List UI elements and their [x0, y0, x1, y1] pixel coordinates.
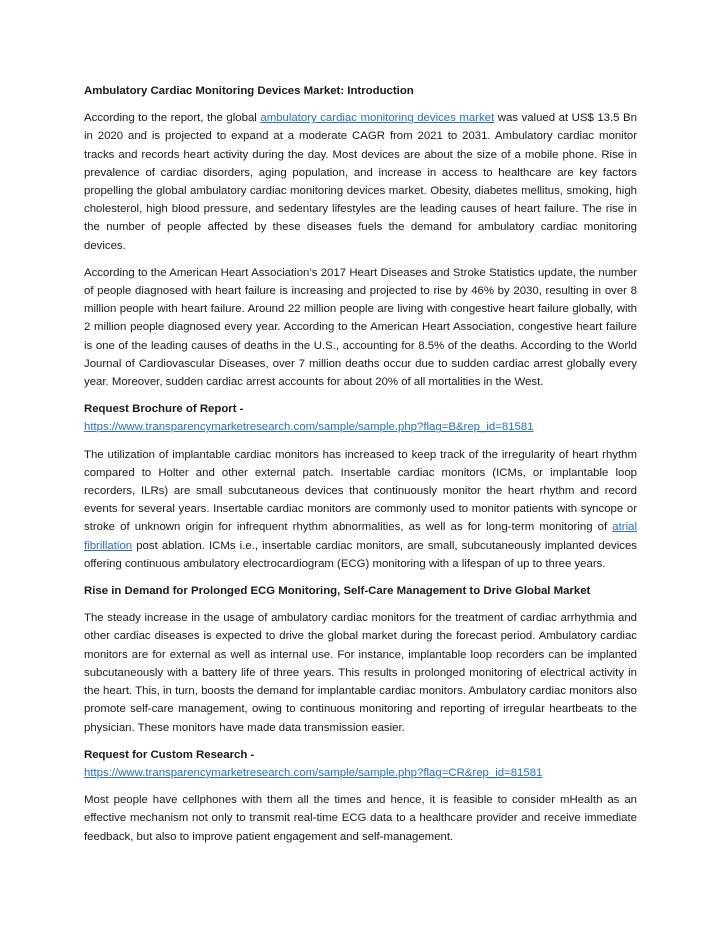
p1-text-before: According to the report, the global [84, 112, 261, 125]
p3-text-before: The utilization of implantable cardiac monitors has increased to keep track of the irregularity of heart rhythm compared to Holter and other external patch. Insertable cardiac monitors (ICMs, or implantable loop recorders, ILRs) are small subcutaneous devices that continuously monitor the heart rhythm and record events for several years. Insertable cardiac monitors are commonly used to monitor patients with syncope or stroke of unknown origin for infrequent rhythm abnormalities, as well as for long-term monitoring of [84, 448, 637, 534]
market-report-link[interactable]: ambulatory cardiac monitoring devices market [260, 112, 495, 125]
brochure-link[interactable]: https://www.transparencymarketresearch.com/sample/sample.php?flag=B&rep_id=81581 [84, 421, 534, 434]
paragraph-mhealth: Most people have cellphones with them all the times and hence, it is feasible to consider mHealth as an effective mechanism not only to transmit real-time ECG data to a healthcare provider and receive immediate feedback, but also to improve patient engagement and self-management. [84, 794, 637, 843]
p3-text-after: post ablation. ICMs i.e., insertable cardiac monitors, are small, subcutaneously implanted devices offering continuous ambulatory electrocardiogram (ECG) monitoring with a lifespan of up to three years. [84, 539, 637, 570]
paragraph-market-overview [84, 109, 637, 255]
document-page [84, 82, 637, 855]
custom-research-request [84, 746, 637, 782]
paragraph-heart-statistics: According to the American Heart Association’s 2017 Heart Diseases and Stroke Statistics update, the number of people diagnosed with heart failure is increasing and projected to rise by 46% by 2030, resulting in over 8 million people with heart failure. Around 22 million people are living with congestive heart failure globally, with 2 million people diagnosed every year. According to the American Heart Association, congestive heart failure is one of the leading causes of deaths in the U.S., accounting for 8.5% of the deaths. According to the World Journal of Cardiovascular Diseases, over 7 million deaths occur due to sudden cardiac arrest globally every year. Moreover, sudden cardiac arrest accounts for about 20% of all mortalities in the West. [84, 266, 637, 389]
paragraph-implantable-monitors [84, 446, 637, 573]
custom-research-label: Request for Custom Research - [84, 748, 255, 761]
intro-heading: Ambulatory Cardiac Monitoring Devices Market: Introduction [84, 85, 414, 97]
section-heading-demand: Rise in Demand for Prolonged ECG Monitoring, Self-Care Management to Drive Global Market [84, 585, 591, 598]
p1-text-after: was valued at US$ 13.5 Bn in 2020 and is projected to expand at a moderate CAGR from 2021 to 2031. Ambulatory cardiac monitor tracks and records heart activity during the day. Most devices are about the size of a mobile phone. Rise in prevalence of cardiac disorders, aging population, and increase in access to healthcare are key factors propelling the global ambulatory cardiac monitoring devices market. Obesity, diabetes mellitus, smoking, high cholesterol, high blood pressure, and sedentary lifestyles are the leading causes of heart failure. The rise in the number of people affected by these diseases fuels the demand for ambulatory cardiac monitoring devices. [84, 112, 637, 252]
custom-research-link[interactable]: https://www.transparencymarketresearch.com/sample/sample.php?flag=CR&rep_id=81581 [84, 766, 543, 779]
brochure-request [84, 400, 637, 436]
brochure-label: Request Brochure of Report - [84, 403, 244, 416]
atrial-fibrillation-link[interactable]: atrial fibrillation [84, 521, 637, 552]
paragraph-market-drivers: The steady increase in the usage of ambulatory cardiac monitors for the treatment of cardiac arrhythmia and other cardiac diseases is expected to drive the global market during the forecast period. Ambulatory cardiac monitors are for external as well as internal use. For instance, implantable loop recorders can be implanted subcutaneously with a battery life of three years. This results in prolonged monitoring of electrical activity in the heart. This, in turn, boosts the demand for implantable cardiac monitors. Ambulatory cardiac monitors also promote self-care management, owing to continuous monitoring and reporting of irregular heartbeats to the physician. These monitors have made data transmission easier. [84, 612, 637, 734]
